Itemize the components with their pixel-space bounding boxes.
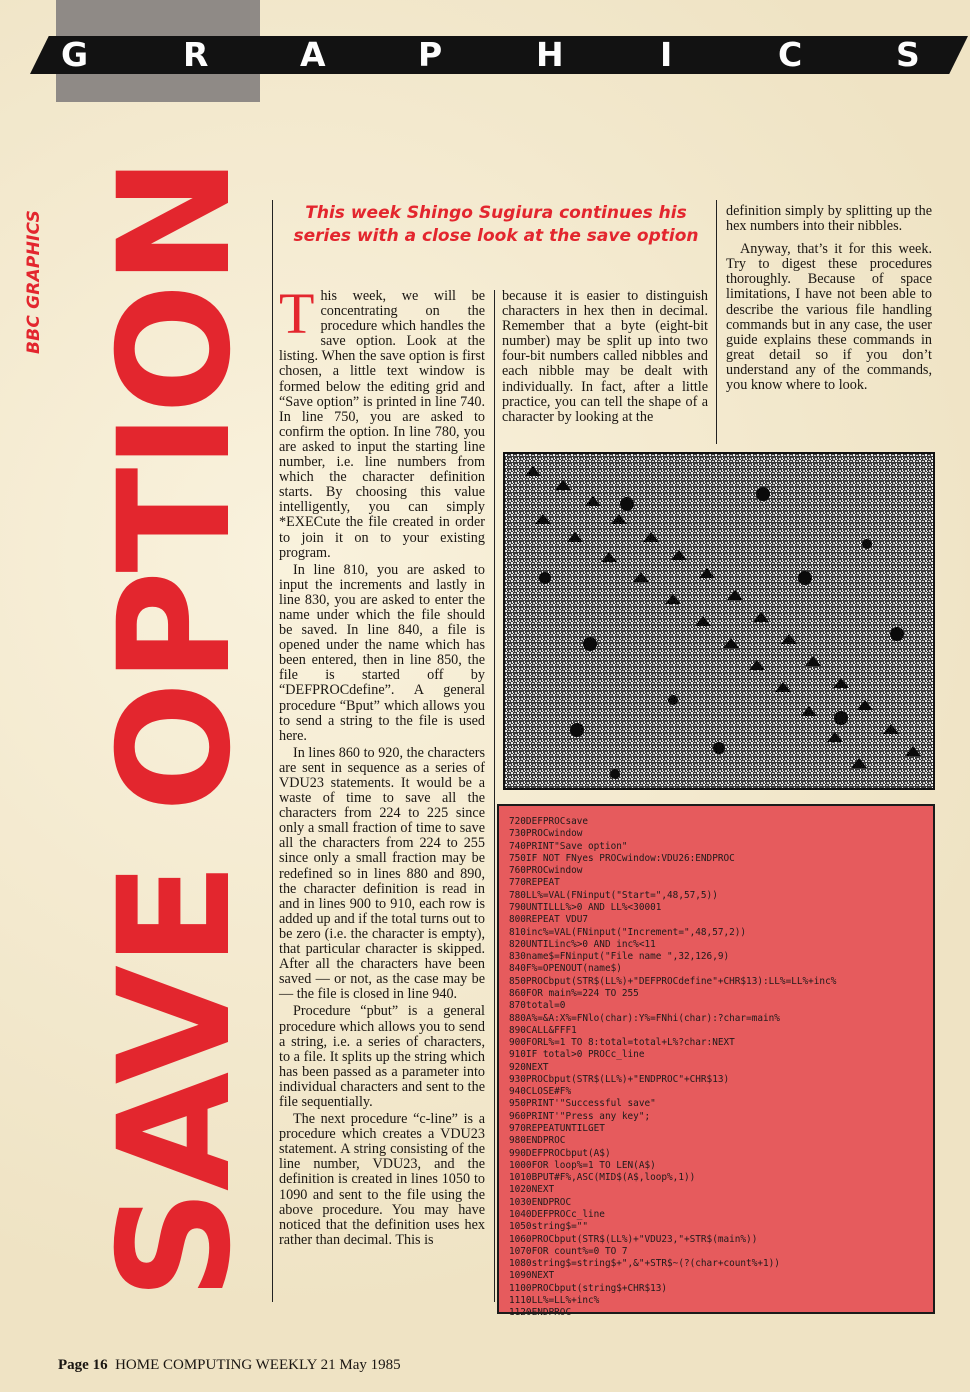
page-number: Page 16	[58, 1357, 108, 1373]
listing-line: 1040DEFPROCc_line	[509, 1209, 605, 1220]
listing-line: 1050string$=""	[509, 1221, 589, 1233]
listing-line: 860FOR main%=224 TO 255	[509, 987, 639, 999]
listing-line: 800REPEAT VDU7	[509, 914, 589, 926]
listing-line: 850PROCbput(STR$(LL%)+"DEFPROCdefine"+CHR$13):LL%=LL%+inc%	[509, 975, 837, 987]
listing-line: 1000FOR loop%=1 TO LEN(A$)	[509, 1159, 656, 1171]
listing-line: 1070FOR count%=0 TO 7	[509, 1245, 628, 1257]
standfirst: This week Shingo Sugiura continues his series with a close look at the save option	[293, 203, 699, 246]
program-listing-text	[509, 816, 836, 1320]
listing-line: 1020NEXT	[509, 1184, 555, 1196]
listing-line: 1060PROCbput(STR$(LL%)+"VDU23,"+STR$(main%))	[509, 1233, 758, 1245]
program-listing	[497, 804, 935, 1319]
banner-letter-c: C	[778, 35, 803, 74]
banner-letter-p: P	[418, 35, 443, 74]
paragraph: The next procedure “c-line” is a procedure which creates a VDU23 statement. A string consisting of the line number, VDU23, and the definition is created in lines 1050 to 1090 and sent to the file using the above procedure. You may have noticed that the definition uses hex rather than decimal. This is	[279, 1111, 485, 1248]
listing-line: 980ENDPROC	[509, 1135, 566, 1147]
section-banner	[30, 36, 968, 74]
article-column-2	[502, 289, 708, 427]
listing-line: 920NEXT	[509, 1061, 549, 1073]
banner-letter-r: R	[183, 35, 209, 74]
banner-letter-g: G	[61, 35, 89, 74]
listing-line: 1110LL%=LL%+inc%	[509, 1294, 600, 1306]
section-side-label: BBC GRAPHICS	[24, 209, 44, 354]
article-column-1	[279, 281, 485, 1250]
listing-line: 840F%=OPENOUT(name$)	[509, 963, 622, 975]
listing-line: 960PRINT'"Press any key";	[509, 1110, 651, 1122]
listing-line: 1100PROCbput(string$+CHR$13)	[509, 1282, 668, 1294]
listing-line: 810inc%=VAL(FNinput("Increment=",48,57,2))	[509, 926, 747, 938]
screen-photo	[503, 452, 935, 790]
screen-photo-graphic	[505, 454, 933, 788]
page-footer	[58, 1357, 401, 1374]
paragraph: definition simply by splitting up the hex numbers into their nibbles.	[726, 203, 932, 235]
banner-letter-a: A	[300, 35, 326, 74]
paragraph: Procedure “pbut” is a general procedure which allows you to send a string, i.e. a series of characters, to a file. It splits up the string which has been passed as a parameter into individual characters and sent to the file sequentially.	[279, 1003, 485, 1110]
paragraph: Anyway, that’s it for this week. Try to digest these procedures thoroughly. Because of space limitations, I have not been able to describe the various file handling commands but in any case, the user guide explains these commands in great detail so if you don’t understand any of the commands, you know where to look.	[726, 241, 932, 394]
listing-line: 950PRINT'"Successful save"	[509, 1098, 656, 1110]
listing-line: 720DEFPROCsave	[509, 816, 589, 827]
listing-line: 790UNTILLL%>0 AND LL%<30001	[509, 901, 662, 913]
drop-cap: T	[279, 281, 315, 346]
listing-line: 1010BPUT#F%,ASC(MID$(A$,loop%,1))	[509, 1172, 696, 1184]
article-title: SAVE OPTION	[86, 158, 265, 1300]
paragraph: his week, we will be concentrating on the procedure which handles the save option. Look at the listing. When the save option is first chosen, a little text window is formed below the editing grid and “Save option” is printed in line 740. In line 750, you are asked to confirm the option. In line 780, you are asked to input the starting line number, i.e. line numbers from which the character definition starts. By choosing this value intelligently, you can simply *EXECute the file created in order to join it on to your existing program.	[279, 288, 485, 561]
listing-line: 730PROCwindow	[509, 828, 583, 840]
listing-line: 750IF NOT FNyes PROCwindow:VDU26:ENDPROC	[509, 852, 735, 864]
column-rule-left	[272, 200, 273, 1302]
listing-line: 1080string$=string$+",&"+STR$~(?(char+count%+1))	[509, 1258, 780, 1270]
banner-letter-i: I	[660, 35, 673, 74]
column-rule-middle	[494, 290, 495, 1302]
listing-line: 940CLOSE#F%	[509, 1086, 572, 1098]
banner-letter-h: H	[536, 35, 564, 74]
banner-letter-s: S	[896, 35, 920, 74]
publication-line: HOME COMPUTING WEEKLY 21 May 1985	[115, 1357, 401, 1373]
listing-line: 780LL%=VAL(FNinput("Start=",48,57,5))	[509, 889, 718, 901]
listing-line: 870total=0	[509, 1000, 566, 1012]
listing-line: 1030ENDPROC	[509, 1196, 572, 1208]
listing-line: 760PROCwindow	[509, 865, 583, 877]
listing-line: 970REPEATUNTILGET	[509, 1123, 605, 1135]
listing-line: 820UNTILinc%>0 AND inc%<11	[509, 938, 656, 950]
column-rule-right	[716, 200, 717, 444]
listing-line: 1120ENDPROC	[509, 1307, 572, 1319]
paragraph: because it is easier to distinguish characters in hex then in decimal. Remember that a byte (eight-bit number) may be split up into two four-bit numbers called nibbles and each nibble may be dealt with individually. In fact, after a little practice, you can tell the shape of a character by looking at the	[502, 288, 708, 425]
listing-line: 880A%=&A:X%=FNlo(char):Y%=FNhi(char):?char=main%	[509, 1012, 780, 1024]
listing-line: 1090NEXT	[509, 1270, 555, 1282]
paragraph: In line 810, you are asked to input the increments and lastly in line 830, you are asked to enter the name under which the file should be saved. In line 840, a file is opened under the name which has been entered, then in line 850, the file is started off by “DEFPROCdefine”. A general procedure “Bput” which allows you to send a string to the file is used here.	[279, 561, 485, 744]
listing-line: 990DEFPROCbput(A$)	[509, 1147, 611, 1159]
article-column-3	[726, 204, 932, 395]
paragraph: In lines 860 to 920, the characters are sent in sequence as a series of VDU23 statements. It would be a waste of time to save all the characters from 224 to 225 since only a small fraction of time to save all the characters from 224 to 255 since only a small fraction may be redefined so in lines 880 and 890, the character definition is read in and in lines 900 to 910, each row is added up and if the total turns out to be zero (i.e. the character is empty), that particular character is skipped. After all the characters have been saved — or not, as the case may be — the file is closed in line 940.	[279, 744, 485, 1003]
listing-line: 740PRINT"Save option"	[509, 840, 628, 852]
listing-line: 770REPEAT	[509, 877, 560, 889]
listing-line: 830name$=FNinput("File name ",32,126,9)	[509, 951, 730, 963]
listing-line: 930PROCbput(STR$(LL%)+"ENDPROC"+CHR$13)	[509, 1073, 730, 1085]
listing-line: 900FORL%=1 TO 8:total=total+L%?char:NEXT	[509, 1037, 735, 1049]
listing-line: 890CALL&FFF1	[509, 1024, 577, 1036]
listing-line: 910IF total>0 PROCc_line	[509, 1049, 645, 1061]
